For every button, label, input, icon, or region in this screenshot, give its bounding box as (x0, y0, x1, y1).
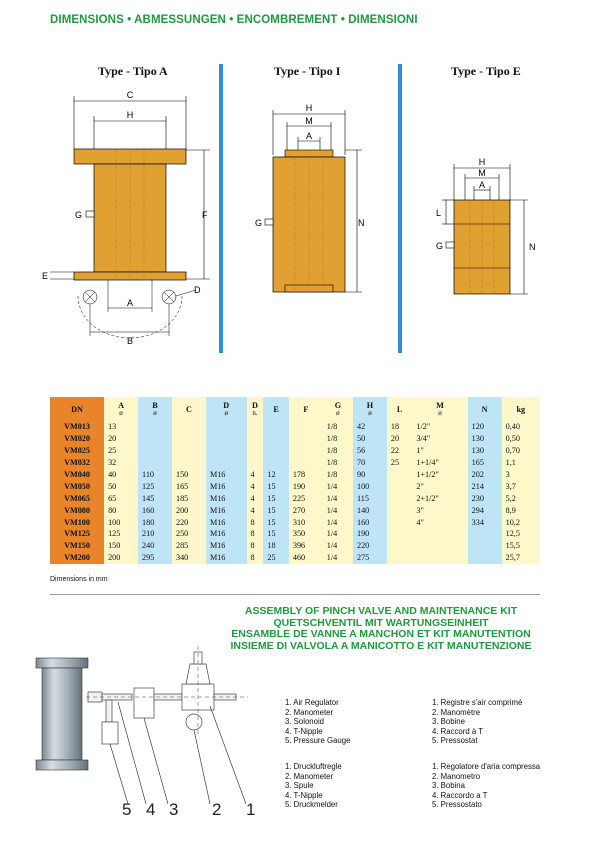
table-cell (172, 445, 206, 457)
table-cell: 202 (468, 469, 502, 481)
model-cell: VM125 (50, 528, 104, 540)
part-number-1: 1 (246, 800, 256, 819)
table-cell: 178 (289, 469, 323, 481)
table-cell: 190 (353, 528, 387, 540)
table-cell: 15,5 (502, 540, 540, 552)
table-cell: 12,5 (502, 528, 540, 540)
table-cell (387, 480, 412, 492)
assembly-title-en: ASSEMBLY OF PINCH VALVE AND MAINTENANCE KIT (244, 605, 518, 617)
table-cell: 15 (263, 516, 288, 528)
table-cell (289, 421, 323, 433)
table-cell: 25 (387, 457, 412, 469)
dim-a: A (126, 298, 134, 308)
table-cell: M16 (206, 540, 247, 552)
table-cell: 200 (172, 504, 206, 516)
legend-item: 2. Manometro (432, 771, 481, 781)
table-cell: 150 (172, 469, 206, 481)
table-cell: 80 (104, 504, 138, 516)
table-cell: 40 (104, 469, 138, 481)
table-cell: 185 (172, 492, 206, 504)
table-cell: 240 (138, 540, 172, 552)
table-cell: 0,50 (502, 433, 540, 445)
type-i-label: Type - Tipo I (274, 64, 341, 78)
table-row (50, 421, 540, 433)
dim-e: E (42, 271, 49, 281)
table-cell: 396 (289, 540, 323, 552)
table-cell: 4 (247, 492, 264, 504)
col-header-label: M (436, 401, 444, 410)
table-cell: 1/4 (323, 516, 353, 528)
model-cell: VM065 (50, 492, 104, 504)
table-cell: 56 (353, 445, 387, 457)
table-cell: 210 (138, 528, 172, 540)
table-cell (289, 445, 323, 457)
col-header (247, 397, 264, 421)
table-cell (172, 433, 206, 445)
model-cell: VM080 (50, 504, 104, 516)
table-cell: 8 (247, 540, 264, 552)
part-number-3: 3 (169, 800, 179, 819)
dim-n: N (529, 242, 536, 252)
table-cell (206, 433, 247, 445)
table-cell: 275 (353, 552, 387, 564)
col-header (206, 397, 247, 421)
legend-item: 3. Spule (285, 781, 314, 790)
col-header (104, 397, 138, 421)
dim-h: H (478, 157, 486, 167)
type-a-label: Type - Tipo A (98, 64, 168, 78)
table-cell: 13 (104, 421, 138, 433)
table-cell: 180 (138, 516, 172, 528)
table-cell: 1/4 (323, 480, 353, 492)
legend-item: 2. Manometer (285, 707, 334, 717)
table-cell: 294 (468, 504, 502, 516)
col-header-sub: ø (336, 409, 340, 417)
model-cell: VM100 (50, 516, 104, 528)
dim-g: G (255, 218, 263, 228)
table-cell (387, 504, 412, 516)
table-row (50, 528, 540, 540)
assembly-title-it: INSIEME DI VALVOLA A MANICOTTO E KIT MANUTENZIONE (230, 639, 532, 652)
table-cell: 125 (104, 528, 138, 540)
dim-c: C (126, 90, 134, 100)
col-header (387, 397, 412, 421)
table-cell: 8,9 (502, 504, 540, 516)
dim-m: M (478, 168, 486, 178)
table-cell: 220 (172, 516, 206, 528)
legend-fr (432, 698, 522, 746)
table-cell: 1" (412, 445, 467, 457)
table-cell: 270 (289, 504, 323, 516)
dim-n: N (358, 218, 365, 228)
table-cell: M16 (206, 552, 247, 564)
legend-item: 1. Druckluftregle (285, 762, 342, 771)
table-cell: 15 (263, 504, 288, 516)
table-cell: M16 (206, 492, 247, 504)
table-cell: 1/8 (323, 457, 353, 469)
table-cell (263, 421, 288, 433)
part-number-4: 4 (146, 800, 156, 819)
table-cell: 1/8 (323, 421, 353, 433)
col-header-sub: n. (252, 409, 258, 417)
table-cell (138, 433, 172, 445)
table-cell: 1/4 (323, 528, 353, 540)
table-cell: 4 (247, 469, 264, 481)
table-cell: 230 (468, 492, 502, 504)
col-header-label: N (481, 404, 488, 414)
section-divider (50, 594, 540, 595)
table-cell: 125 (138, 480, 172, 492)
table-cell (247, 421, 264, 433)
table-cell (263, 433, 288, 445)
table-cell: 4 (247, 504, 264, 516)
table-cell: 15 (263, 492, 288, 504)
table-cell: 285 (172, 540, 206, 552)
model-cell: VM032 (50, 457, 104, 469)
table-cell (468, 552, 502, 564)
table-cell (412, 552, 467, 564)
table-row (50, 457, 540, 469)
type-e-label: Type - Tipo E (451, 64, 521, 78)
table-cell: 220 (353, 540, 387, 552)
col-header (289, 397, 323, 421)
table-cell: 2+1/2" (412, 492, 467, 504)
col-header (50, 397, 104, 421)
table-cell (387, 492, 412, 504)
model-cell: VM013 (50, 421, 104, 433)
table-cell (247, 445, 264, 457)
col-header-sub: ø (368, 409, 372, 417)
col-header (323, 397, 353, 421)
dim-h: H (305, 103, 313, 113)
col-header (263, 397, 288, 421)
page-title: DIMENSIONS • ABMESSUNGEN • ENCOMBREMENT • DIMENSIONI (50, 14, 418, 26)
table-cell (289, 457, 323, 469)
table-cell: 50 (104, 480, 138, 492)
table-row (50, 480, 540, 492)
divider-1 (219, 64, 223, 353)
dim-g: G (436, 241, 444, 251)
col-header-label: L (396, 404, 403, 414)
table-cell (412, 528, 467, 540)
table-cell: 20 (104, 433, 138, 445)
table-cell (387, 469, 412, 481)
table-cell (387, 552, 412, 564)
legend-item: 1. Air Regulator (285, 698, 339, 707)
dimensions-note: Dimensions in mm (50, 576, 108, 583)
table-cell: 100 (353, 480, 387, 492)
legend-item: 5. Pressostato (432, 800, 482, 809)
table-cell: 1/4 (323, 492, 353, 504)
assembly-drawing (34, 636, 264, 816)
col-header-label: C (186, 404, 192, 414)
col-header-sub: ø (438, 409, 442, 417)
model-cell: VM200 (50, 552, 104, 564)
table-cell: 350 (289, 528, 323, 540)
col-header (172, 397, 206, 421)
table-cell: 295 (138, 552, 172, 564)
table-cell: 130 (468, 445, 502, 457)
table-cell: 65 (104, 492, 138, 504)
col-header-label: F (303, 404, 309, 414)
table-cell (247, 457, 264, 469)
type-i-drawing (250, 100, 370, 300)
col-header-label: E (273, 404, 279, 414)
assembly-title-de: QUETSCHVENTIL MIT WARTUNGSEINHEIT (273, 616, 489, 629)
model-cell: VM150 (50, 540, 104, 552)
table-cell: 120 (468, 421, 502, 433)
dim-b: B (126, 336, 134, 346)
table-cell (138, 421, 172, 433)
table-row (50, 469, 540, 481)
table-cell: 15 (263, 528, 288, 540)
table-cell: 310 (289, 516, 323, 528)
table-cell (468, 528, 502, 540)
table-cell: 2" (412, 480, 467, 492)
col-header-sub: ø (119, 409, 123, 417)
table-cell: M16 (206, 469, 247, 481)
table-cell (206, 457, 247, 469)
table-cell (387, 516, 412, 528)
table-cell: 32 (104, 457, 138, 469)
table-cell (206, 421, 247, 433)
legend-item: 5. Druckmelder (285, 800, 338, 809)
table-row (50, 433, 540, 445)
legend-item: 4. T-Nipple (285, 790, 323, 800)
legend-item: 4. Raccordo a T (432, 790, 488, 800)
model-cell: VM025 (50, 445, 104, 457)
table-row (50, 445, 540, 457)
table-cell: 25 (263, 552, 288, 564)
table-cell: 12 (263, 469, 288, 481)
table-cell: M16 (206, 480, 247, 492)
table-cell (172, 457, 206, 469)
col-header-label: D (252, 401, 258, 410)
dim-a: A (305, 131, 313, 141)
dim-a: A (478, 180, 486, 190)
table-cell: 1/8 (323, 445, 353, 457)
dim-f: F (202, 210, 208, 220)
table-cell: 3" (412, 504, 467, 516)
col-header-label: G (334, 401, 342, 410)
legend-item: 5. Pressure Gauge (285, 736, 351, 745)
model-cell: VM040 (50, 469, 104, 481)
table-header-row (50, 397, 540, 421)
table-cell: 25 (104, 445, 138, 457)
table-cell: 460 (289, 552, 323, 564)
table-cell: 50 (353, 433, 387, 445)
table-cell: 160 (353, 516, 387, 528)
table-cell: 4 (247, 480, 264, 492)
table-cell: 225 (289, 492, 323, 504)
model-cell: VM050 (50, 480, 104, 492)
legend-item: 2. Manometer (285, 771, 334, 781)
col-header (353, 397, 387, 421)
dim-m: M (305, 116, 313, 126)
col-header-label: DN (71, 404, 83, 414)
legend-item: 4. T-Nipple (285, 726, 323, 736)
table-cell (387, 540, 412, 552)
legend-en (285, 698, 350, 746)
col-header-sub: ø (224, 409, 228, 417)
table-cell: 1/4 (323, 540, 353, 552)
col-header-label: A (118, 401, 125, 410)
assembly-title-fr: ENSAMBLE DE VANNE A MANCHON ET KIT MANUTENTION (231, 628, 531, 640)
table-cell (206, 445, 247, 457)
col-header (138, 397, 172, 421)
table-cell: 15 (263, 480, 288, 492)
table-cell: 18 (387, 421, 412, 433)
divider-2 (398, 64, 402, 353)
table-cell: 3,7 (502, 480, 540, 492)
table-cell: 22 (387, 445, 412, 457)
table-cell: 1+1/2" (412, 469, 467, 481)
legend-item: 4. Raccord à T (432, 726, 483, 736)
col-header-label: kg (516, 404, 526, 414)
table-row (50, 516, 540, 528)
table-cell: 100 (104, 516, 138, 528)
col-header (468, 397, 502, 421)
table-cell: 3/4" (412, 433, 467, 445)
assembly-title (221, 606, 541, 652)
table-cell (412, 540, 467, 552)
col-header (412, 397, 467, 421)
table-cell: 334 (468, 516, 502, 528)
table-cell: 5,2 (502, 492, 540, 504)
table-cell: 20 (387, 433, 412, 445)
legend-item: 3. Solonoid (285, 717, 325, 726)
table-cell (138, 457, 172, 469)
dim-l: L (436, 208, 442, 218)
table-cell: 130 (468, 433, 502, 445)
table-cell: 8 (247, 552, 264, 564)
table-cell: 1/8 (323, 469, 353, 481)
table-cell: 1+1/4" (412, 457, 467, 469)
table-cell: 150 (104, 540, 138, 552)
legend-item: 3. Bobina (432, 781, 465, 790)
table-cell: 165 (468, 457, 502, 469)
table-cell: 0,40 (502, 421, 540, 433)
legend-item: 1. Registre s'air comprimé (432, 698, 523, 707)
table-cell: 18 (263, 540, 288, 552)
table-cell: 110 (138, 469, 172, 481)
table-body (50, 421, 540, 564)
table-cell: 10,2 (502, 516, 540, 528)
table-cell: 190 (289, 480, 323, 492)
table-cell: 0,70 (502, 445, 540, 457)
table-cell: 214 (468, 480, 502, 492)
table-cell: 8 (247, 516, 264, 528)
legend-de (285, 762, 342, 810)
table-cell: 165 (172, 480, 206, 492)
col-header (502, 397, 540, 421)
col-header-label: B (152, 401, 158, 410)
table-cell: 145 (138, 492, 172, 504)
type-a-drawing (38, 84, 218, 356)
table-row (50, 492, 540, 504)
model-cell: VM020 (50, 433, 104, 445)
table-cell: 4" (412, 516, 467, 528)
dim-d: D (194, 285, 201, 295)
table-row (50, 504, 540, 516)
table-row (50, 540, 540, 552)
col-header-label: H (366, 401, 374, 410)
table-cell (387, 528, 412, 540)
table-cell (263, 445, 288, 457)
dim-h: H (126, 110, 134, 120)
table-cell: 340 (172, 552, 206, 564)
table-cell (172, 421, 206, 433)
table-cell (138, 445, 172, 457)
table-cell: 8 (247, 528, 264, 540)
table-cell: 70 (353, 457, 387, 469)
dim-g: G (75, 210, 83, 220)
part-number-5: 5 (122, 800, 132, 819)
table-cell: M16 (206, 528, 247, 540)
legend-item: 1. Regolatore d'aria compressa (432, 762, 541, 771)
legend-item: 5. Pressostat (432, 736, 478, 745)
table-cell: M16 (206, 516, 247, 528)
table-cell: 250 (172, 528, 206, 540)
table-cell: 160 (138, 504, 172, 516)
table-cell: 1/2" (412, 421, 467, 433)
table-cell: 3 (502, 469, 540, 481)
col-header-sub: ø (153, 409, 157, 417)
col-header-label: D (223, 401, 230, 410)
table-cell: 200 (104, 552, 138, 564)
table-cell: 115 (353, 492, 387, 504)
table-row (50, 552, 540, 564)
table-cell (289, 433, 323, 445)
table-cell: 42 (353, 421, 387, 433)
legend-item: 2. Manomètre (432, 707, 481, 717)
table-cell: 140 (353, 504, 387, 516)
table-cell: 90 (353, 469, 387, 481)
table-cell: M16 (206, 504, 247, 516)
table-cell (468, 540, 502, 552)
part-number-2: 2 (212, 800, 222, 819)
legend-it (432, 762, 540, 810)
table-cell: 1/4 (323, 504, 353, 516)
type-e-drawing (432, 150, 542, 300)
table-cell (263, 457, 288, 469)
legend-item: 3. Bobine (432, 717, 465, 726)
table-cell (247, 433, 264, 445)
table-cell: 1/4 (323, 552, 353, 564)
table-cell: 25,7 (502, 552, 540, 564)
dimensions-table (50, 397, 540, 564)
table-cell: 1,1 (502, 457, 540, 469)
table-cell: 1/8 (323, 433, 353, 445)
